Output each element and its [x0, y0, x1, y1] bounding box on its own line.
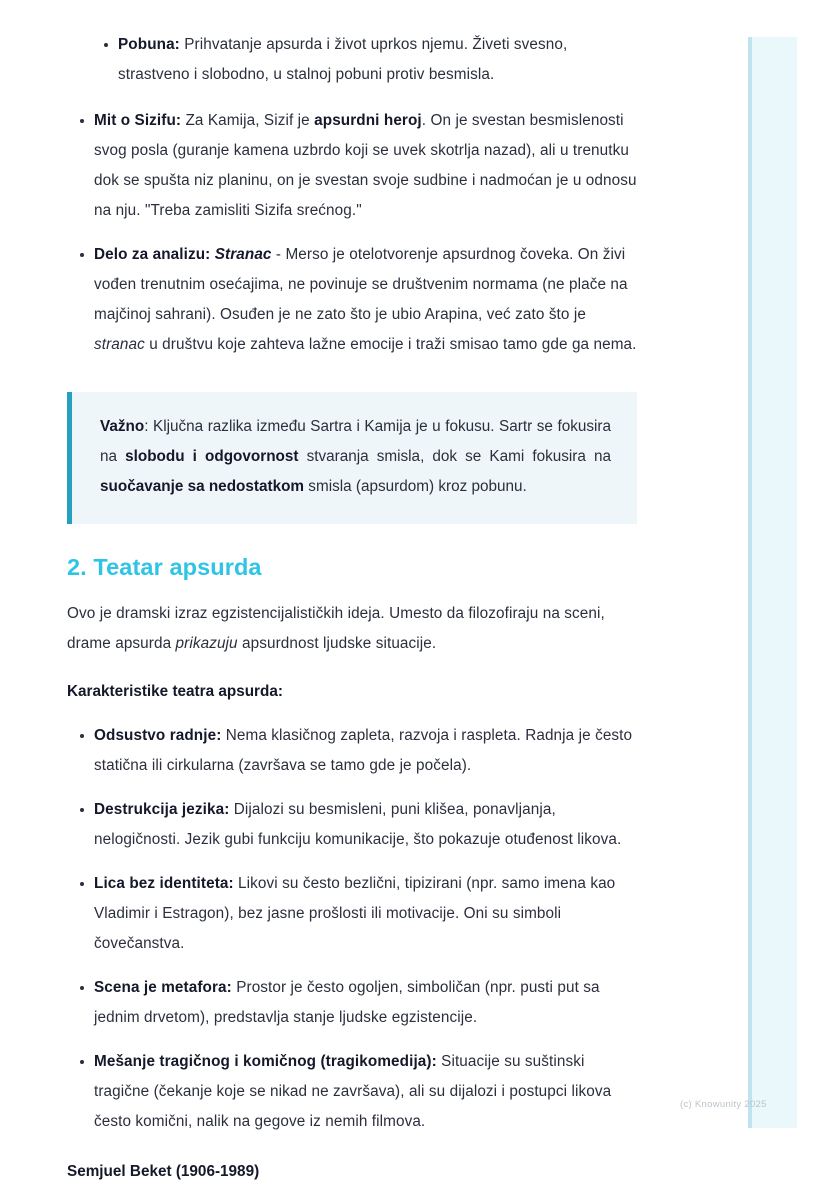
list-item-body: Prostor je često ogoljen, simboličan (npr. pusti put sa jednim drvetom), predstavlja stanje ljudske egzistencije. — [94, 979, 600, 1026]
lead-italic-word: prikazuju — [175, 635, 238, 652]
list-item — [91, 30, 637, 90]
list-item-term: Scena je metafora: — [94, 979, 232, 996]
list-item — [67, 973, 637, 1033]
section-lead-paragraph — [67, 599, 637, 659]
lead-text-start: Ovo je dramski izraz egzistencijalističkih ideja. Umesto da filozofiraju na sceni, drame apsurda — [67, 605, 605, 652]
nested-bullet-list — [67, 30, 637, 90]
list-item-term: Destrukcija jezika: — [94, 801, 230, 818]
list-item-emphasis: apsurdni heroj — [314, 112, 422, 129]
list-item-term: Mešanje tragičnog i komičnog (tragikomedija): — [94, 1053, 437, 1070]
callout-middle: stvaranja smisla, dok se Kami fokusira na — [298, 448, 611, 465]
features-bullet-list — [67, 721, 637, 1137]
list-item — [67, 106, 637, 226]
list-item-body: Nema klasičnog zapleta, razvoja i raspleta. Radnja je često statična ili cirkularna (završava se tamo gde je počela). — [94, 727, 633, 774]
callout-intro: : Ključna razlika između Sartra i Kamija je u fokusu. Sartr se fokusira na — [100, 418, 611, 465]
list-item-body: Likovi su često bezlični, tipizirani (npr. samo imena kao Vladimir i Estragon), bez jasne prošlosti ili motivacije. Oni su simboli čovečanstva. — [94, 875, 616, 952]
list-item-work-title: Stranac — [214, 246, 272, 263]
important-callout — [67, 392, 637, 524]
decorative-side-band — [748, 37, 797, 1128]
list-item-body-end: u društvu koje zahteva lažne emocije i traži smisao tamo gde ga nema. — [144, 336, 637, 353]
list-item-term: Lica bez identiteta: — [94, 875, 234, 892]
list-item-italic-word: stranac — [94, 336, 145, 353]
lead-text-end: apsurdnost ljudske situacije. — [237, 635, 437, 652]
callout-bold-first: slobodu i odgovornost — [125, 448, 299, 465]
list-item-term: Mit o Sizifu: — [94, 112, 182, 129]
main-bullet-list — [67, 106, 637, 360]
list-item-body-start: Za Kamija, Sizif je — [181, 112, 315, 129]
list-item — [67, 795, 637, 855]
list-item — [67, 869, 637, 959]
list-item — [67, 721, 637, 781]
list-item-term: Odsustvo radnje: — [94, 727, 222, 744]
list-item-body-start: - Merso je otelotvorenje apsurdnog čoveka. On živi vođen trenutnim osećajima, ne povinuje se društvenim normama (ne plače na majčinoj sahrani). Osuđen je ne zato što je ubio Arapina, već zato što je — [94, 246, 628, 323]
list-item-body: Prihvatanje apsurda i život uprkos njemu. Živeti svesno, strastveno i slobodno, u stalnoj pobuni protiv besmisla. — [118, 36, 568, 83]
section-heading: 2. Teatar apsurda — [67, 554, 262, 580]
list-item-term: Delo za analizu: — [94, 246, 211, 263]
callout-text — [100, 412, 611, 502]
decorative-side-band-edge — [748, 37, 752, 1128]
callout-tail: smisla (apsurdom) kroz pobunu. — [304, 478, 527, 495]
callout-label: Važno — [100, 418, 145, 435]
list-item-body: Situacije su suštinski tragične (čekanje koje se nikad ne završava), ali su dijalozi i postupci likova često komični, nalik na gegove iz nemih filmova. — [94, 1053, 612, 1130]
list-item — [67, 1047, 637, 1137]
features-subheading: Karakteristike teatra apsurda: — [67, 683, 283, 700]
list-item-body-end: . On je svestan besmislenosti svog posla (guranje kamena uzbrdo koji se uvek skotrlja nazad), ali u trenutku dok se spušta niz planinu, on je svestan svoje sudbine i nadmoćan je u odnosu na nju. "Treba zamisliti Sizifa srećnog." — [94, 112, 637, 219]
copyright-watermark: (c) Knowunity 2025 — [680, 1099, 767, 1110]
author-heading: Semjuel Beket (1906-1989) — [67, 1163, 260, 1180]
list-item-term: Pobuna: — [118, 36, 180, 53]
document-content — [67, 30, 637, 1181]
callout-bold-second: suočavanje sa nedostatkom — [100, 478, 305, 495]
list-item-body: Dijalozi su besmisleni, puni klišea, ponavljanja, nelogičnosti. Jezik gubi funkciju komunikacije, što pokazuje otuđenost likova. — [94, 801, 622, 848]
list-item — [67, 240, 637, 360]
